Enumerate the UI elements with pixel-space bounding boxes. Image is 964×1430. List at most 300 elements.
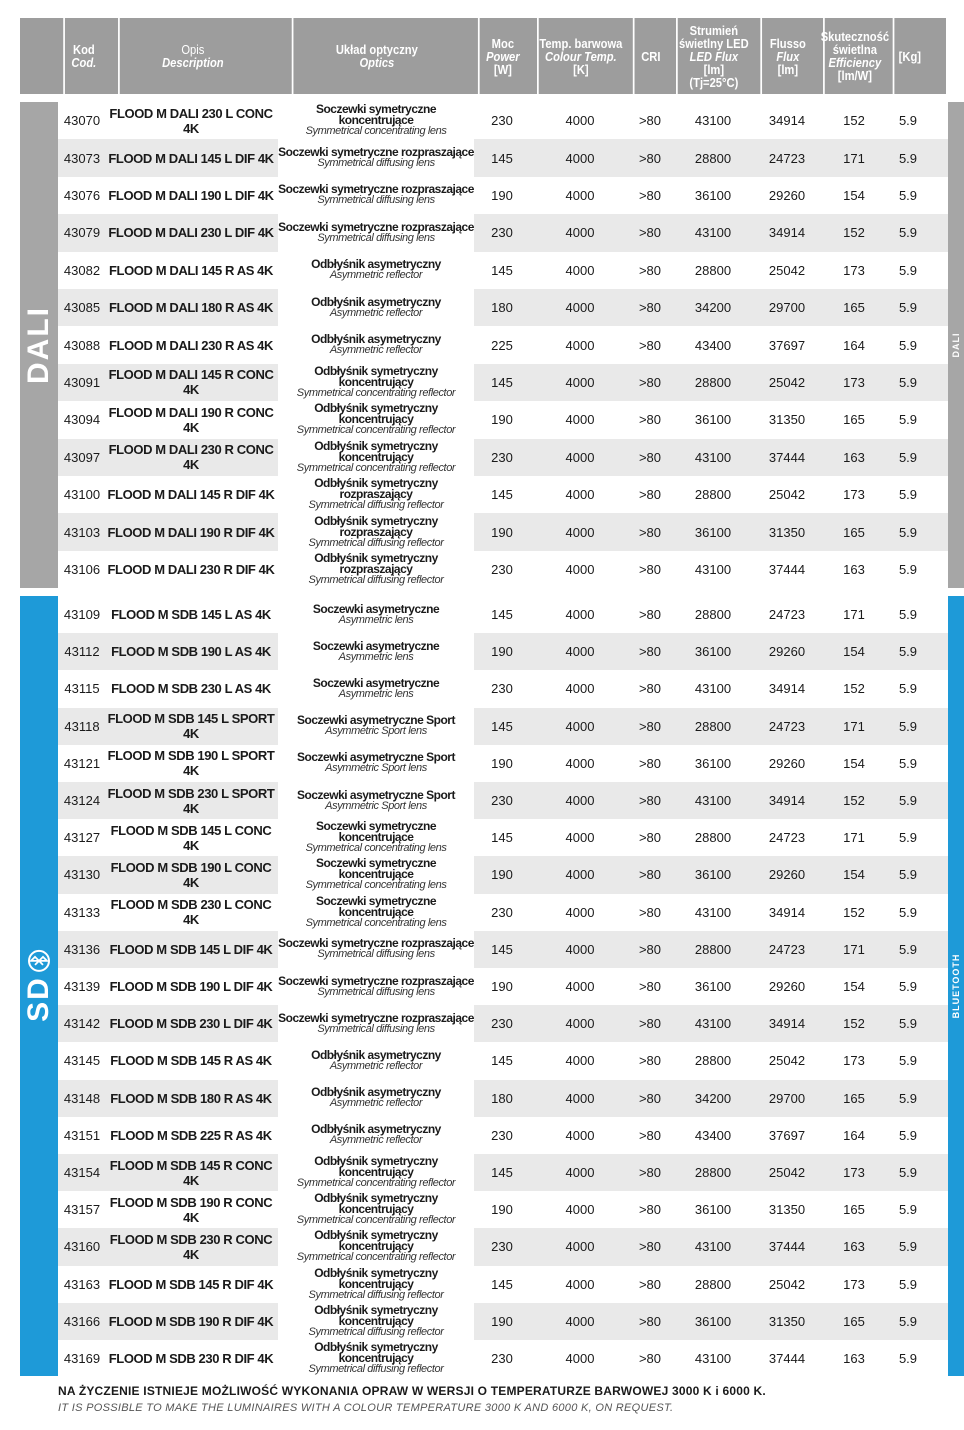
optics-en: Asymmetric reflector: [329, 1097, 423, 1110]
product-description: FLOOD M SDB 225 R AS 4K: [110, 1127, 272, 1143]
product-description: FLOOD M DALI 190 L DIF 4K: [108, 187, 274, 203]
table-row: [58, 214, 948, 251]
table-row: [58, 1117, 948, 1154]
header-power-en: Power: [486, 48, 520, 64]
optics-pl: Soczewki symetryczne koncentrujące: [315, 856, 437, 882]
product-code: 43091: [63, 374, 101, 390]
weight-value: 5.9: [898, 1053, 918, 1069]
table-row: [58, 968, 948, 1005]
header-temp-en: Colour Temp.: [545, 48, 617, 64]
product-description: FLOOD M DALI 230 L DIF 4K: [108, 225, 274, 241]
efficiency-value: 171: [843, 607, 865, 623]
power-value: 145: [491, 1276, 513, 1292]
weight-value: 5.9: [898, 225, 918, 241]
cri-value: >80: [638, 225, 662, 241]
table-row: [58, 1266, 948, 1303]
efficiency-value: 173: [843, 1053, 865, 1069]
colour-temp-value: 4000: [565, 150, 595, 166]
flusso-value: 25042: [768, 487, 806, 503]
weight-value: 5.9: [898, 487, 918, 503]
power-value: 190: [491, 1313, 513, 1329]
power-value: 230: [491, 113, 513, 129]
header-colour-temp: [537, 18, 623, 94]
product-description: FLOOD M SDB 230 L CONC 4K: [110, 897, 272, 928]
colour-temp-value: 4000: [565, 607, 595, 623]
led-flux-value: 34200: [694, 300, 732, 316]
weight-value: 5.9: [898, 113, 918, 129]
product-code: 43082: [63, 262, 101, 278]
power-value: 180: [491, 1090, 513, 1106]
header-flux-unit: [lm] (Tj=25°C): [689, 61, 739, 90]
product-code: 43163: [63, 1276, 101, 1292]
flusso-value: 29260: [768, 755, 806, 771]
header-desc-en: Description: [162, 55, 224, 70]
colour-temp-value: 4000: [565, 487, 595, 503]
optics-cell: [278, 1080, 474, 1117]
efficiency-value: 164: [843, 337, 865, 353]
product-code: 43157: [63, 1202, 101, 1218]
optics-en: Symmetrical diffusing lens: [317, 231, 435, 244]
optics-cell: [278, 513, 474, 550]
product-code: 43070: [63, 113, 101, 129]
product-description: FLOOD M SDB 145 R DIF 4K: [108, 1276, 274, 1292]
product-description: FLOOD M SDB 145 R AS 4K: [110, 1053, 272, 1069]
product-description: FLOOD M SDB 230 R CONC 4K: [109, 1231, 273, 1262]
product-code: 43094: [63, 412, 101, 428]
table-row: [58, 102, 948, 139]
cri-value: >80: [638, 681, 662, 697]
product-code: 43145: [63, 1053, 101, 1069]
footer-note: [58, 1384, 938, 1414]
weight-value: 5.9: [898, 187, 918, 203]
optics-cell: [278, 894, 474, 931]
cri-value: >80: [638, 1202, 662, 1218]
flusso-value: 34914: [768, 793, 806, 809]
colour-temp-value: 4000: [565, 1313, 595, 1329]
power-value: 190: [491, 1202, 513, 1218]
power-value: 190: [491, 412, 513, 428]
cri-value: >80: [638, 793, 662, 809]
cri-value: >80: [638, 607, 662, 623]
optics-pl: Soczewki symetryczne rozpraszające: [278, 145, 474, 160]
flusso-value: 37444: [768, 1351, 806, 1367]
colour-temp-value: 4000: [565, 524, 595, 540]
flusso-value: 24723: [768, 941, 806, 957]
optics-pl: Odbłyśnik symetryczny rozpraszający: [314, 476, 438, 502]
product-description: FLOOD M SDB 145 L AS 4K: [111, 607, 271, 623]
header-code-pl: Kod: [72, 42, 95, 57]
table-row: [58, 894, 948, 931]
optics-pl: Soczewki asymetryczne: [312, 638, 440, 653]
efficiency-value: 165: [843, 524, 865, 540]
table-row: [58, 289, 948, 326]
efficiency-value: 152: [843, 793, 865, 809]
optics-pl: Odbłyśnik symetryczny koncentrujący: [314, 1340, 438, 1366]
led-flux-value: 43100: [694, 681, 732, 697]
header-eff-pl2: świetlna: [832, 42, 877, 57]
product-description: FLOOD M DALI 145 R AS 4K: [109, 262, 273, 278]
product-code: 43130: [63, 867, 101, 883]
table-header: [20, 18, 946, 94]
colour-temp-value: 4000: [565, 262, 595, 278]
weight-value: 5.9: [898, 1127, 918, 1143]
power-value: 145: [491, 374, 513, 390]
cri-value: >80: [638, 941, 662, 957]
led-flux-value: 36100: [694, 412, 732, 428]
optics-cell: [278, 1340, 474, 1377]
led-flux-value: 28800: [694, 150, 732, 166]
cri-value: >80: [638, 1351, 662, 1367]
power-value: 145: [491, 941, 513, 957]
power-value: 145: [491, 487, 513, 503]
power-value: 230: [491, 1127, 513, 1143]
sdb-section: [20, 596, 961, 1376]
weight-value: 5.9: [898, 1276, 918, 1292]
optics-pl: Odbłyśnik symetryczny koncentrujący: [314, 1228, 438, 1254]
flusso-value: 37444: [768, 561, 806, 577]
table-row: [58, 931, 948, 968]
header-weight: [893, 18, 926, 94]
colour-temp-value: 4000: [565, 1165, 595, 1181]
efficiency-value: 163: [843, 1351, 865, 1367]
efficiency-value: 154: [843, 979, 865, 995]
power-value: 145: [491, 1053, 513, 1069]
optics-en: Symmetrical concentrating reflector: [296, 1214, 456, 1227]
optics-pl: Soczewki symetryczne koncentrujące: [315, 819, 437, 845]
optics-cell: [278, 596, 474, 633]
product-description: FLOOD M SDB 190 R DIF 4K: [108, 1313, 274, 1329]
table-row: [58, 401, 948, 438]
table-row: [58, 1042, 948, 1079]
power-value: 190: [491, 644, 513, 660]
header-spacer: [20, 18, 60, 94]
product-description: FLOOD M SDB 190 L DIF 4K: [109, 979, 273, 995]
power-value: 190: [491, 524, 513, 540]
cri-value: >80: [638, 755, 662, 771]
flusso-value: 25042: [768, 1053, 806, 1069]
flusso-value: 25042: [768, 1165, 806, 1181]
optics-cell: [278, 364, 474, 401]
dali-side-label: DALI: [951, 332, 961, 358]
optics-en: Symmetrical concentrating lens: [305, 879, 447, 892]
product-code: 43166: [63, 1313, 101, 1329]
product-description: FLOOD M SDB 190 L CONC 4K: [110, 859, 272, 890]
optics-pl: Odbłyśnik asymetryczny: [311, 1047, 441, 1062]
header-power: [478, 18, 526, 94]
optics-cell: [278, 1154, 474, 1191]
led-flux-value: 28800: [694, 1276, 732, 1292]
colour-temp-value: 4000: [565, 412, 595, 428]
product-description: FLOOD M SDB 145 L SPORT 4K: [107, 711, 275, 742]
table-row: [58, 1005, 948, 1042]
power-value: 190: [491, 187, 513, 203]
flusso-value: 29700: [768, 1090, 806, 1106]
flusso-value: 29260: [768, 867, 806, 883]
optics-cell: [278, 102, 474, 139]
table-row: [58, 670, 948, 707]
sdb-label-group: [22, 950, 56, 1022]
optics-pl: Odbłyśnik symetryczny koncentrujący: [314, 363, 438, 389]
flusso-value: 29260: [768, 979, 806, 995]
table-row: [58, 1080, 948, 1117]
optics-pl: Soczewki symetryczne rozpraszające: [278, 936, 474, 951]
optics-pl: Soczewki symetryczne rozpraszające: [278, 1010, 474, 1025]
cri-value: >80: [638, 1016, 662, 1032]
flusso-value: 34914: [768, 225, 806, 241]
cri-value: >80: [638, 979, 662, 995]
optics-pl: Soczewki asymetryczne: [312, 675, 440, 690]
table-row: [58, 633, 948, 670]
cri-value: >80: [638, 1313, 662, 1329]
efficiency-value: 173: [843, 1165, 865, 1181]
optics-cell: [278, 476, 474, 513]
table-row: [58, 513, 948, 550]
weight-value: 5.9: [898, 374, 918, 390]
optics-en: Asymmetric lens: [338, 650, 414, 663]
led-flux-value: 28800: [694, 607, 732, 623]
cri-value: >80: [638, 1165, 662, 1181]
led-flux-value: 34200: [694, 1090, 732, 1106]
weight-value: 5.9: [898, 1165, 918, 1181]
product-description: FLOOD M DALI 230 R CONC 4K: [108, 442, 274, 473]
table-row: [58, 1303, 948, 1340]
efficiency-value: 173: [843, 1276, 865, 1292]
cri-value: >80: [638, 150, 662, 166]
table-row: [58, 326, 948, 363]
product-code: 43073: [63, 150, 101, 166]
cri-value: >80: [638, 1239, 662, 1255]
flusso-value: 31350: [768, 412, 806, 428]
header-temp-pl: Temp. barwowa: [539, 35, 623, 51]
product-description: FLOOD M SDB 145 L CONC 4K: [110, 822, 272, 853]
header-flux-en: LED Flux: [689, 48, 739, 64]
product-description: FLOOD M SDB 230 L SPORT 4K: [107, 785, 275, 816]
led-flux-value: 43400: [694, 337, 732, 353]
flusso-value: 31350: [768, 1202, 806, 1218]
sdb-sidebar: [20, 596, 58, 1376]
header-efficiency: [820, 18, 890, 94]
optics-en: Symmetrical diffusing reflector: [308, 1363, 444, 1376]
power-value: 190: [491, 867, 513, 883]
optics-pl: Odbłyśnik symetryczny koncentrujący: [314, 1265, 438, 1291]
cri-value: >80: [638, 1127, 662, 1143]
weight-value: 5.9: [898, 681, 918, 697]
power-value: 230: [491, 1351, 513, 1367]
product-code: 43088: [63, 337, 101, 353]
product-description: FLOOD M SDB 145 R CONC 4K: [109, 1157, 273, 1188]
optics-en: Symmetrical concentrating reflector: [296, 1251, 456, 1264]
led-flux-value: 36100: [694, 867, 732, 883]
optics-cell: [278, 1042, 474, 1079]
led-flux-value: 28800: [694, 487, 732, 503]
flusso-value: 37444: [768, 1239, 806, 1255]
optics-cell: [278, 1191, 474, 1228]
led-flux-value: 43100: [694, 1239, 732, 1255]
led-flux-value: 28800: [694, 262, 732, 278]
cri-value: >80: [638, 718, 662, 734]
efficiency-value: 152: [843, 681, 865, 697]
dali-rightbar: [948, 102, 964, 588]
table-row: [58, 139, 948, 176]
flusso-value: 37444: [768, 449, 806, 465]
product-code: 43112: [64, 644, 100, 660]
header-optics-en: Optics: [359, 55, 395, 70]
optics-pl: Odbłyśnik symetryczny koncentrujący: [314, 438, 438, 464]
optics-cell: [278, 670, 474, 707]
product-description: FLOOD M SDB 190 L SPORT 4K: [107, 748, 275, 779]
product-code: 43142: [63, 1016, 101, 1032]
table-row: [58, 1191, 948, 1228]
header-code-en: Cod.: [71, 55, 97, 70]
colour-temp-value: 4000: [565, 793, 595, 809]
weight-value: 5.9: [898, 644, 918, 660]
header-desc-pl: Opis: [181, 42, 205, 57]
header-power-pl: Moc: [491, 35, 515, 51]
optics-pl: Odbłyśnik symetryczny rozpraszający: [314, 550, 438, 576]
flusso-value: 31350: [768, 524, 806, 540]
product-description: FLOOD M DALI 230 L CONC 4K: [109, 105, 273, 136]
cri-value: >80: [638, 1276, 662, 1292]
colour-temp-value: 4000: [565, 1090, 595, 1106]
optics-en: Symmetrical concentrating reflector: [296, 424, 456, 437]
power-value: 145: [491, 718, 513, 734]
flusso-value: 24723: [768, 150, 806, 166]
colour-temp-value: 4000: [565, 337, 595, 353]
efficiency-value: 154: [843, 867, 865, 883]
efficiency-value: 165: [843, 1090, 865, 1106]
optics-en: Symmetrical concentrating reflector: [296, 1177, 456, 1190]
efficiency-value: 154: [843, 644, 865, 660]
optics-en: Symmetrical diffusing lens: [317, 157, 435, 170]
power-value: 230: [491, 904, 513, 920]
optics-cell: [278, 1228, 474, 1265]
colour-temp-value: 4000: [565, 830, 595, 846]
optics-en: Symmetrical diffusing reflector: [308, 536, 444, 549]
optics-cell: [278, 401, 474, 438]
product-code: 43121: [63, 755, 101, 771]
optics-cell: [278, 177, 474, 214]
optics-en: Symmetrical concentrating lens: [305, 125, 447, 138]
header-flusso: [760, 18, 813, 94]
product-description: FLOOD M DALI 190 R CONC 4K: [108, 404, 274, 435]
optics-en: Symmetrical diffusing lens: [317, 1022, 435, 1035]
product-code: 43106: [63, 561, 101, 577]
weight-value: 5.9: [898, 561, 918, 577]
led-flux-value: 28800: [694, 941, 732, 957]
power-value: 145: [491, 607, 513, 623]
power-value: 230: [491, 1239, 513, 1255]
led-flux-value: 36100: [694, 979, 732, 995]
colour-temp-value: 4000: [565, 300, 595, 316]
optics-en: Symmetrical diffusing reflector: [308, 1325, 444, 1338]
header-cri-pl: CRI: [641, 48, 661, 64]
efficiency-value: 165: [843, 300, 865, 316]
optics-en: Asymmetric lens: [338, 687, 414, 700]
power-value: 230: [491, 681, 513, 697]
flusso-value: 29260: [768, 644, 806, 660]
optics-cell: [278, 214, 474, 251]
footer-note-en: IT IS POSSIBLE TO MAKE THE LUMINAIRES WITH A COLOUR TEMPERATURE 3000 K AND 6000 K, ON REQUEST.: [58, 1402, 674, 1414]
efficiency-value: 152: [843, 904, 865, 920]
efficiency-value: 171: [843, 718, 865, 734]
flusso-value: 34914: [768, 904, 806, 920]
dali-sidebar: [20, 102, 58, 588]
optics-en: Symmetrical diffusing reflector: [308, 499, 444, 512]
weight-value: 5.9: [898, 607, 918, 623]
dali-section-label: DALI: [22, 306, 55, 384]
colour-temp-value: 4000: [565, 1127, 595, 1143]
table-row: [58, 551, 948, 588]
product-code: 43160: [63, 1239, 101, 1255]
colour-temp-value: 4000: [565, 1351, 595, 1367]
product-code: 43109: [63, 607, 101, 623]
colour-temp-value: 4000: [565, 681, 595, 697]
header-eff-en: Efficiency: [828, 55, 882, 70]
flusso-value: 34914: [768, 1016, 806, 1032]
optics-en: Symmetrical concentrating reflector: [296, 386, 456, 399]
led-flux-value: 43100: [694, 1016, 732, 1032]
led-flux-value: 43100: [694, 561, 732, 577]
colour-temp-value: 4000: [565, 1053, 595, 1069]
weight-value: 5.9: [898, 300, 918, 316]
product-code: 43154: [63, 1165, 101, 1181]
optics-cell: [278, 1005, 474, 1042]
product-code: 43115: [64, 681, 100, 697]
flusso-value: 24723: [768, 830, 806, 846]
optics-cell: [278, 252, 474, 289]
optics-en: Asymmetric reflector: [329, 1059, 423, 1072]
optics-en: Asymmetric reflector: [329, 344, 423, 357]
flusso-value: 25042: [768, 1276, 806, 1292]
cri-value: >80: [638, 867, 662, 883]
header-flux-pl1: Strumień: [689, 22, 739, 38]
efficiency-value: 154: [843, 755, 865, 771]
table-row: [58, 596, 948, 633]
efficiency-value: 171: [843, 150, 865, 166]
header-led-flux: [676, 18, 750, 94]
product-description: FLOOD M SDB 230 R DIF 4K: [108, 1351, 274, 1367]
optics-pl: Odbłyśnik symetryczny koncentrujący: [314, 1154, 438, 1180]
weight-value: 5.9: [898, 904, 918, 920]
weight-value: 5.9: [898, 1351, 918, 1367]
table-row: [58, 476, 948, 513]
efficiency-value: 173: [843, 374, 865, 390]
flusso-value: 29260: [768, 187, 806, 203]
sdb-rightbar: [948, 596, 964, 1376]
header-flux-pl2: świetlny LED: [679, 35, 749, 51]
weight-value: 5.9: [898, 867, 918, 883]
cri-value: >80: [638, 300, 662, 316]
colour-temp-value: 4000: [565, 1016, 595, 1032]
optics-en: Symmetrical diffusing lens: [317, 985, 435, 998]
led-flux-value: 28800: [694, 830, 732, 846]
weight-value: 5.9: [898, 979, 918, 995]
product-description: FLOOD M DALI 180 R AS 4K: [109, 300, 273, 316]
header-power-unit: [W]: [493, 61, 512, 77]
optics-pl: Soczewki symetryczne koncentrujące: [315, 102, 437, 128]
product-description: FLOOD M SDB 145 L DIF 4K: [109, 941, 273, 957]
flusso-value: 24723: [768, 607, 806, 623]
optics-pl: Odbłyśnik symetryczny koncentrujący: [314, 1302, 438, 1328]
optics-en: Symmetrical diffusing reflector: [308, 1288, 444, 1301]
flusso-value: 37697: [768, 1127, 806, 1143]
optics-cell: [278, 139, 474, 176]
led-flux-value: 36100: [694, 187, 732, 203]
header-optics-pl: Układ optyczny: [335, 42, 418, 57]
product-code: 43124: [63, 793, 101, 809]
optics-cell: [278, 439, 474, 476]
table-row: [58, 177, 948, 214]
